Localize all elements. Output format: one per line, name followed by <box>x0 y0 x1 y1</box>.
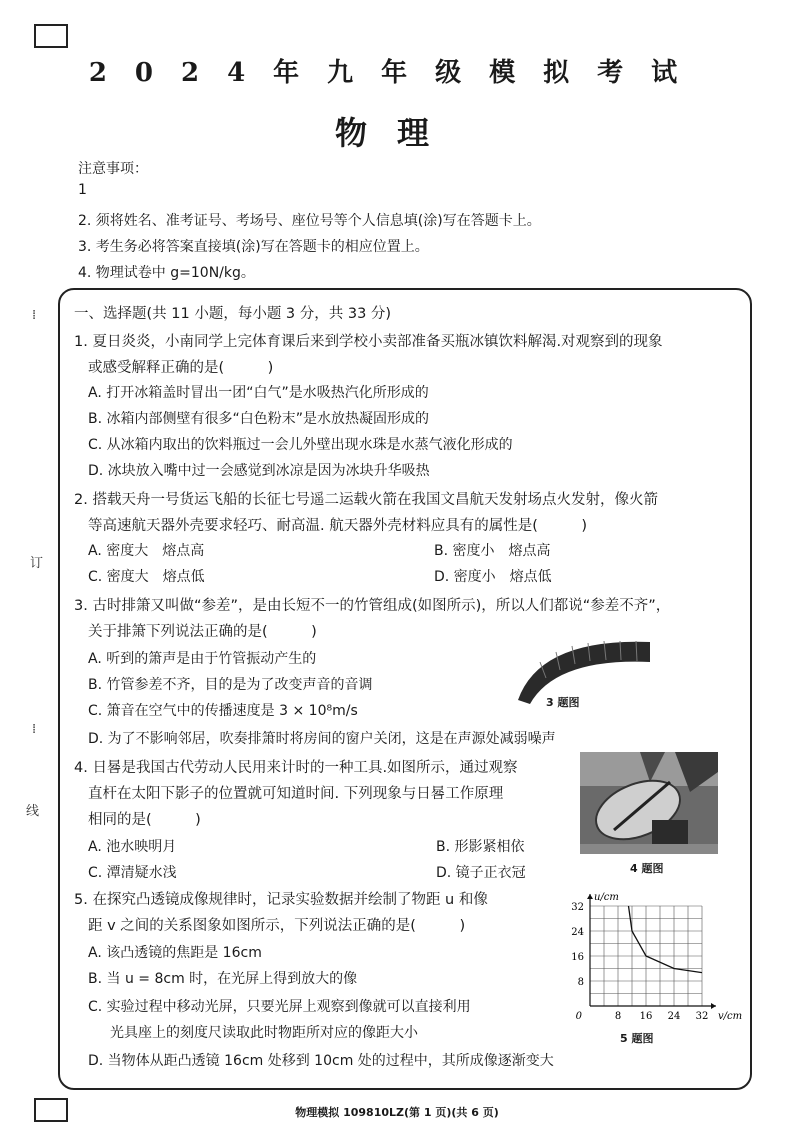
y-tick-label: 8 <box>577 977 584 988</box>
option: A. 池水映明月 <box>88 839 177 855</box>
question-stem: 距 v 之间的关系图象如图所示，下列说法正确的是( ) <box>88 918 466 934</box>
pan-flute-figure <box>500 628 660 708</box>
series-line <box>624 886 702 973</box>
x-axis-arrow <box>711 1003 716 1009</box>
top-corner-box <box>34 24 68 48</box>
notice-item: 2. 须将姓名、准考证号、考场号、座位号等个人信息填(涂)写在答题卡上。 <box>78 213 541 229</box>
question-stem: 关于排箫下列说法正确的是( ) <box>88 624 317 640</box>
x-axis-label: v/cm <box>718 1011 742 1022</box>
question-stem: 或感受解释正确的是( ) <box>88 360 274 376</box>
option: B. 形影紧相依 <box>436 839 525 855</box>
question-stem: 4. 日晷是我国古代劳动人民用来计时的一种工具.如图所示，通过观察 <box>74 760 518 776</box>
x-tick-label: 24 <box>667 1011 681 1022</box>
margin-dots: ⁞ <box>32 308 37 323</box>
page-footer: 物理模拟 109810LZ(第 1 页)(共 6 页) <box>295 1106 499 1119</box>
option: D. 为了不影响邻居，吹奏排箫时将房间的窗户关闭，这是在声源处减弱噪声 <box>88 731 556 747</box>
question-stem: 3. 古时排箫又叫做“参差”，是由长短不一的竹管组成(如图所示)，所以人们都说“参差不齐”， <box>74 598 671 614</box>
y-tick-label: 24 <box>571 927 584 938</box>
margin-mark-ding: 订 <box>30 556 44 571</box>
option: B. 密度小 熔点高 <box>434 543 551 559</box>
option: C. 实验过程中移动光屏，只要光屏上观察到像就可以直接利用 <box>88 999 471 1015</box>
x-tick-label: 32 <box>695 1011 709 1022</box>
question-stem: 相同的是( ) <box>88 812 201 828</box>
y-tick-label: 16 <box>571 952 584 963</box>
figure-caption: 5 题图 <box>620 1032 654 1045</box>
y-tick-label: 32 <box>571 902 584 913</box>
option: D. 密度小 熔点低 <box>434 569 552 585</box>
margin-dots: ⁞ <box>32 722 37 737</box>
subject-title: 物理 <box>334 114 459 152</box>
x-tick-label: 8 <box>614 1011 622 1022</box>
sundial-photo <box>580 752 718 854</box>
option: D. 当物体从距凸透镜 16cm 处移到 10cm 处的过程中，其所成像逐渐变大 <box>88 1053 554 1069</box>
option: D. 镜子正衣冠 <box>436 865 526 881</box>
margin-mark-xian: 线 <box>26 804 40 819</box>
section-title: 一、选择题(共 11 小题，每小题 3 分，共 33 分) <box>74 306 392 322</box>
option: A. 该凸透镜的焦距是 16cm <box>88 945 262 961</box>
question-stem: 等高速航天器外壳要求轻巧、耐高温. 航天器外壳材料应具有的属性是( ) <box>88 518 588 534</box>
figure-caption: 3 题图 <box>546 696 580 709</box>
option: D. 冰块放入嘴中过一会感觉到冰凉是因为冰块升华吸热 <box>88 463 430 479</box>
option: A. 密度大 熔点高 <box>88 543 205 559</box>
option: A. 听到的箫声是由于竹管振动产生的 <box>88 651 317 667</box>
notice-item: 3. 考生务必将答案直接填(涂)写在答题卡的相应位置上。 <box>78 239 429 255</box>
exam-title: 2024年九年级模拟考试 <box>88 58 706 88</box>
option: C. 箫音在空气中的传播速度是 3 × 10⁸m/s <box>88 703 358 719</box>
question-stem: 5. 在探究凸透镜成像规律时，记录实验数据并绘制了物距 u 和像 <box>74 892 488 908</box>
notice-heading: 注意事项： <box>78 161 148 177</box>
question-stem: 直杆在太阳下影子的位置就可知道时间. 下列现象与日晷工作原理 <box>88 786 504 802</box>
option: A. 打开冰箱盖时冒出一团“白气”是水吸热汽化所形成的 <box>88 385 429 401</box>
option: B. 当 u = 8cm 时，在光屏上得到放大的像 <box>88 971 358 987</box>
option: C. 潭清疑水浅 <box>88 865 177 881</box>
y-axis-label: u/cm <box>594 892 619 903</box>
option-continuation: 光具座上的刻度尺读取此时物距所对应的像距大小 <box>110 1025 418 1041</box>
notice-item: 1 <box>78 182 87 198</box>
figure-caption: 4 题图 <box>630 862 664 875</box>
question-stem: 1. 夏日炎炎，小南同学上完体育课后来到学校小卖部准备买瓶冰镇饮料解渴.对观察到的现象 <box>74 334 663 350</box>
question-stem: 2. 搭载天舟一号货运飞船的长征七号遥二运载火箭在我国文昌航天发射场点火发射，像火箭 <box>74 492 658 508</box>
option: C. 密度大 熔点低 <box>88 569 205 585</box>
option: C. 从冰箱内取出的饮料瓶过一会儿外壁出现水珠是水蒸气液化形成的 <box>88 437 513 453</box>
lens-chart <box>556 886 742 1026</box>
x-tick-label: 16 <box>639 1011 653 1022</box>
notice-item: 4. 物理试卷中 g=10N/kg。 <box>78 265 255 281</box>
option: B. 竹管参差不齐，目的是为了改变声音的音调 <box>88 677 373 693</box>
option: B. 冰箱内部侧壁有很多“白色粉末”是水放热凝固形成的 <box>88 411 430 427</box>
y-axis-arrow <box>587 894 593 899</box>
origin-label: 0 <box>575 1011 582 1022</box>
